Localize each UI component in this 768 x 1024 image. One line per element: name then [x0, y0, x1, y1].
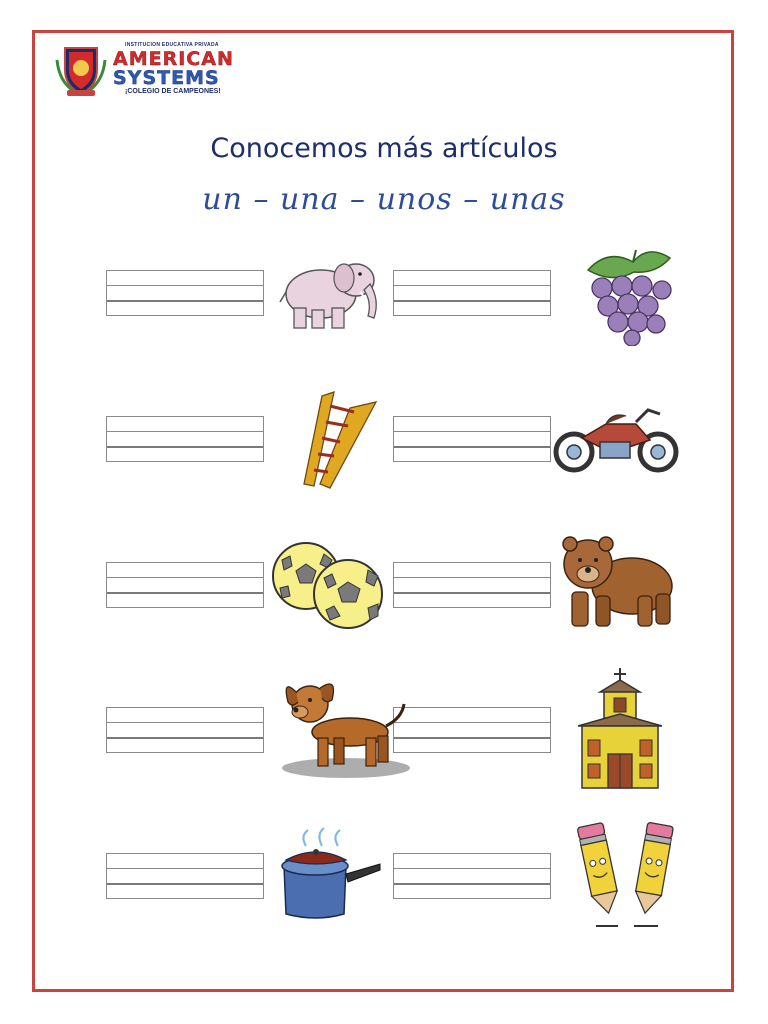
- school-crest-icon: [55, 42, 107, 98]
- school-motto: ¡COLEGIO DE CAMPEONES!: [125, 88, 221, 95]
- pencils-icon: [570, 818, 682, 930]
- answer-lines-4[interactable]: [393, 416, 551, 462]
- motorcycle-icon: [552, 402, 682, 476]
- answer-lines-5[interactable]: [106, 562, 264, 608]
- elephant-icon: [276, 252, 384, 332]
- worksheet-title: Conocemos más artículos: [210, 133, 558, 164]
- answer-lines-8[interactable]: [393, 707, 551, 753]
- answer-lines-1[interactable]: [106, 270, 264, 316]
- answer-lines-9[interactable]: [106, 853, 264, 899]
- answer-lines-7[interactable]: [106, 707, 264, 753]
- answer-lines-2[interactable]: [393, 270, 551, 316]
- school-logo: [55, 42, 250, 102]
- grapes-icon: [578, 240, 678, 346]
- answer-lines-10[interactable]: [393, 853, 551, 899]
- articles-cursive: un – una – unos – unas: [202, 182, 566, 217]
- soccer-balls-icon: [270, 538, 386, 630]
- school-name-line1: AMERICAN: [113, 48, 234, 70]
- bear-icon: [560, 532, 678, 632]
- school-top-text: INSTITUCION EDUCATIVA PRIVADA: [125, 42, 219, 48]
- pot-icon: [276, 826, 382, 922]
- school-name-line2: SYSTEMS: [113, 67, 220, 89]
- answer-lines-6[interactable]: [393, 562, 551, 608]
- church-icon: [574, 666, 666, 792]
- ladder-icon: [300, 388, 380, 490]
- dog-icon: [274, 674, 410, 782]
- answer-lines-3[interactable]: [106, 416, 264, 462]
